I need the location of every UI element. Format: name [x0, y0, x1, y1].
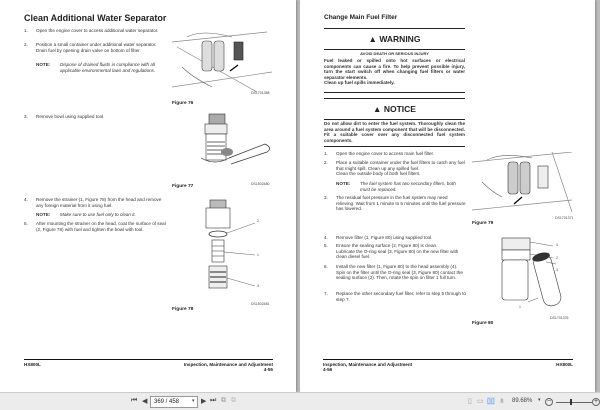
- zoom-slider-thumb[interactable]: [570, 399, 572, 405]
- figure-80-image: [498, 234, 573, 314]
- callout: 1: [519, 305, 521, 309]
- single-page-view-icon[interactable]: ▯: [468, 398, 472, 405]
- figure-77-image: [195, 112, 275, 170]
- next-page-button[interactable]: ▶: [201, 398, 207, 405]
- callout: 1: [257, 253, 259, 257]
- callout: 2: [556, 256, 558, 260]
- step-5: 5. Ensure the sealing surface (2, Figure 80) is clean. Lubricate the O-ring seal (3, Figure 80) on the new filter with clean diesel fuel.: [324, 243, 459, 260]
- pdf-page-right: [300, 0, 595, 392]
- step-3: 3. Remove bowl using supplied tool.: [24, 114, 105, 119]
- step-5: 5. After mounting the strainer on the head, coat the surface of seal (2, Figure 78) with fuel and tighten the bowl with tool.: [24, 221, 166, 232]
- figure-78-image: [200, 198, 270, 298]
- viewer-toolbar: [0, 392, 600, 410]
- rule: [324, 49, 465, 50]
- continuous-view-icon[interactable]: ▭: [477, 398, 484, 405]
- step-2: 2. Place a suitable container under the fuel filters to catch any fuel that might spill. Clean up any spilled fuel. Clean the outside body of both fuel filters.: [324, 160, 465, 177]
- step-1: 1. Open the engine cover to access additional water separator.: [24, 28, 159, 33]
- figure-caption: Figure 78: [172, 307, 194, 312]
- footer-left: Inspection, Maintenance and Adjustment 4-56: [323, 362, 413, 372]
- callout: 4: [556, 243, 558, 247]
- zoom-dropdown-icon[interactable]: ▾: [538, 397, 541, 403]
- page-number-input[interactable]: 369 / 458: [150, 396, 198, 408]
- footer-rule: [323, 359, 573, 360]
- figure-caption: Figure 80: [472, 321, 494, 326]
- rule: [324, 92, 465, 93]
- zoom-out-button[interactable]: −: [546, 398, 552, 405]
- notice-text: Do not allow dirt to enter the fuel system. Thoroughly clean the area around a fuel system component that will be disconnected. Fit a suitable cover over any disconnected fuel system components.: [324, 121, 465, 143]
- footer-rule: [24, 359, 273, 360]
- warning-heading: ▲ WARNING: [368, 34, 421, 44]
- rule: [324, 28, 465, 29]
- step-6: 6. Install the new filter (1, Figure 80) to the head assembly (4). Spin on the filter until the O-ring seal (3, Figure 80) contact the sealing surface (2). Then, rotate the spin on filter 1 full turn.: [324, 264, 463, 281]
- rule: [324, 119, 465, 120]
- figure-caption: Figure 76: [172, 101, 194, 106]
- step-1: 1. Open the engine cover to access main fuel filter.: [324, 151, 435, 156]
- pdf-page-left: [0, 0, 296, 392]
- figure-id: DS1502480: [251, 182, 270, 186]
- figure-id: DS1701358: [251, 91, 270, 95]
- warning-text: Fuel leaked or spilled onto hot surfaces or electrical components can cause a fire. To help prevent possible injury, turn the start switch off when changing fuel filters or water separator elements. Clean up fuel spills immediately.: [324, 58, 465, 86]
- step-4: 4. Remove filter (1, Figure 80) using supplied tool.: [324, 235, 433, 240]
- page-dropdown-icon[interactable]: ▾: [192, 398, 195, 404]
- zoom-level[interactable]: 89.68%: [512, 398, 533, 404]
- footer-model: HX800L: [24, 362, 41, 367]
- step-7: 7. Replace the other secondary fuel filter, refer to step 5 through to step 7.: [324, 291, 466, 302]
- warning-triangle-icon: ▲: [368, 34, 377, 44]
- scroll-view-icon[interactable]: ⇟: [499, 398, 505, 405]
- figure-id: DS1701371: [555, 216, 574, 220]
- step-3: 3. The residual fuel pressure in the fuel system may need relieving. Wait from 1 minute to 5 minutes until the fuel pressure has lowered.: [324, 195, 466, 212]
- figure-id: DS1502481: [251, 302, 270, 306]
- footer-model: HX800L: [556, 362, 573, 367]
- callout: 2: [257, 219, 259, 223]
- section-title: Clean Additional Water Separator: [24, 13, 167, 23]
- figure-caption: Figure 77: [172, 184, 194, 189]
- figure-id: DS1701376: [550, 316, 569, 320]
- step-2: 2. Position a small container under additional water separator. Drain fuel by opening drain valve on bottom of filter.: [24, 42, 157, 53]
- section-title: Change Main Fuel Filter: [324, 14, 398, 21]
- forward-view-icon[interactable]: ⧉: [231, 397, 236, 404]
- prev-page-button[interactable]: ◀: [142, 398, 148, 405]
- first-page-button[interactable]: ⏮: [131, 397, 138, 404]
- zoom-slider[interactable]: [556, 402, 592, 403]
- notice-triangle-icon: ▲: [373, 104, 382, 114]
- callout: 3: [556, 268, 558, 272]
- two-page-view-icon[interactable]: ▯▯: [487, 398, 495, 405]
- last-page-button[interactable]: ⏭: [210, 397, 217, 404]
- callout: 3: [257, 284, 259, 288]
- note-1: NOTE: Dispose of drained fluids in compliance with all applicable environmental laws and regulations.: [36, 62, 156, 73]
- figure-caption: Figure 79: [472, 221, 494, 226]
- note-2: NOTE: Make sure to use fuel only to clean it.: [36, 212, 136, 217]
- step-4: 4. Remove the strainer (1, Figure 78) from the head and remove any foreign material from it using fuel.: [24, 197, 162, 208]
- zoom-in-button[interactable]: +: [593, 398, 599, 405]
- notice-heading: ▲ NOTICE: [373, 104, 416, 114]
- note: NOTE: The fuel system has two secondary filters, both must be replaced.: [336, 181, 456, 192]
- rule: [324, 146, 465, 147]
- figure-79-image: [472, 152, 572, 218]
- footer-right: Inspection, Maintenance and Adjustment 4-55: [183, 362, 273, 372]
- rule: [324, 98, 465, 99]
- figure-76-image: [172, 27, 272, 97]
- back-view-icon[interactable]: ⧉: [221, 397, 226, 404]
- warning-subtitle: AVOID DEATH OR SERIOUS INJURY: [360, 51, 429, 56]
